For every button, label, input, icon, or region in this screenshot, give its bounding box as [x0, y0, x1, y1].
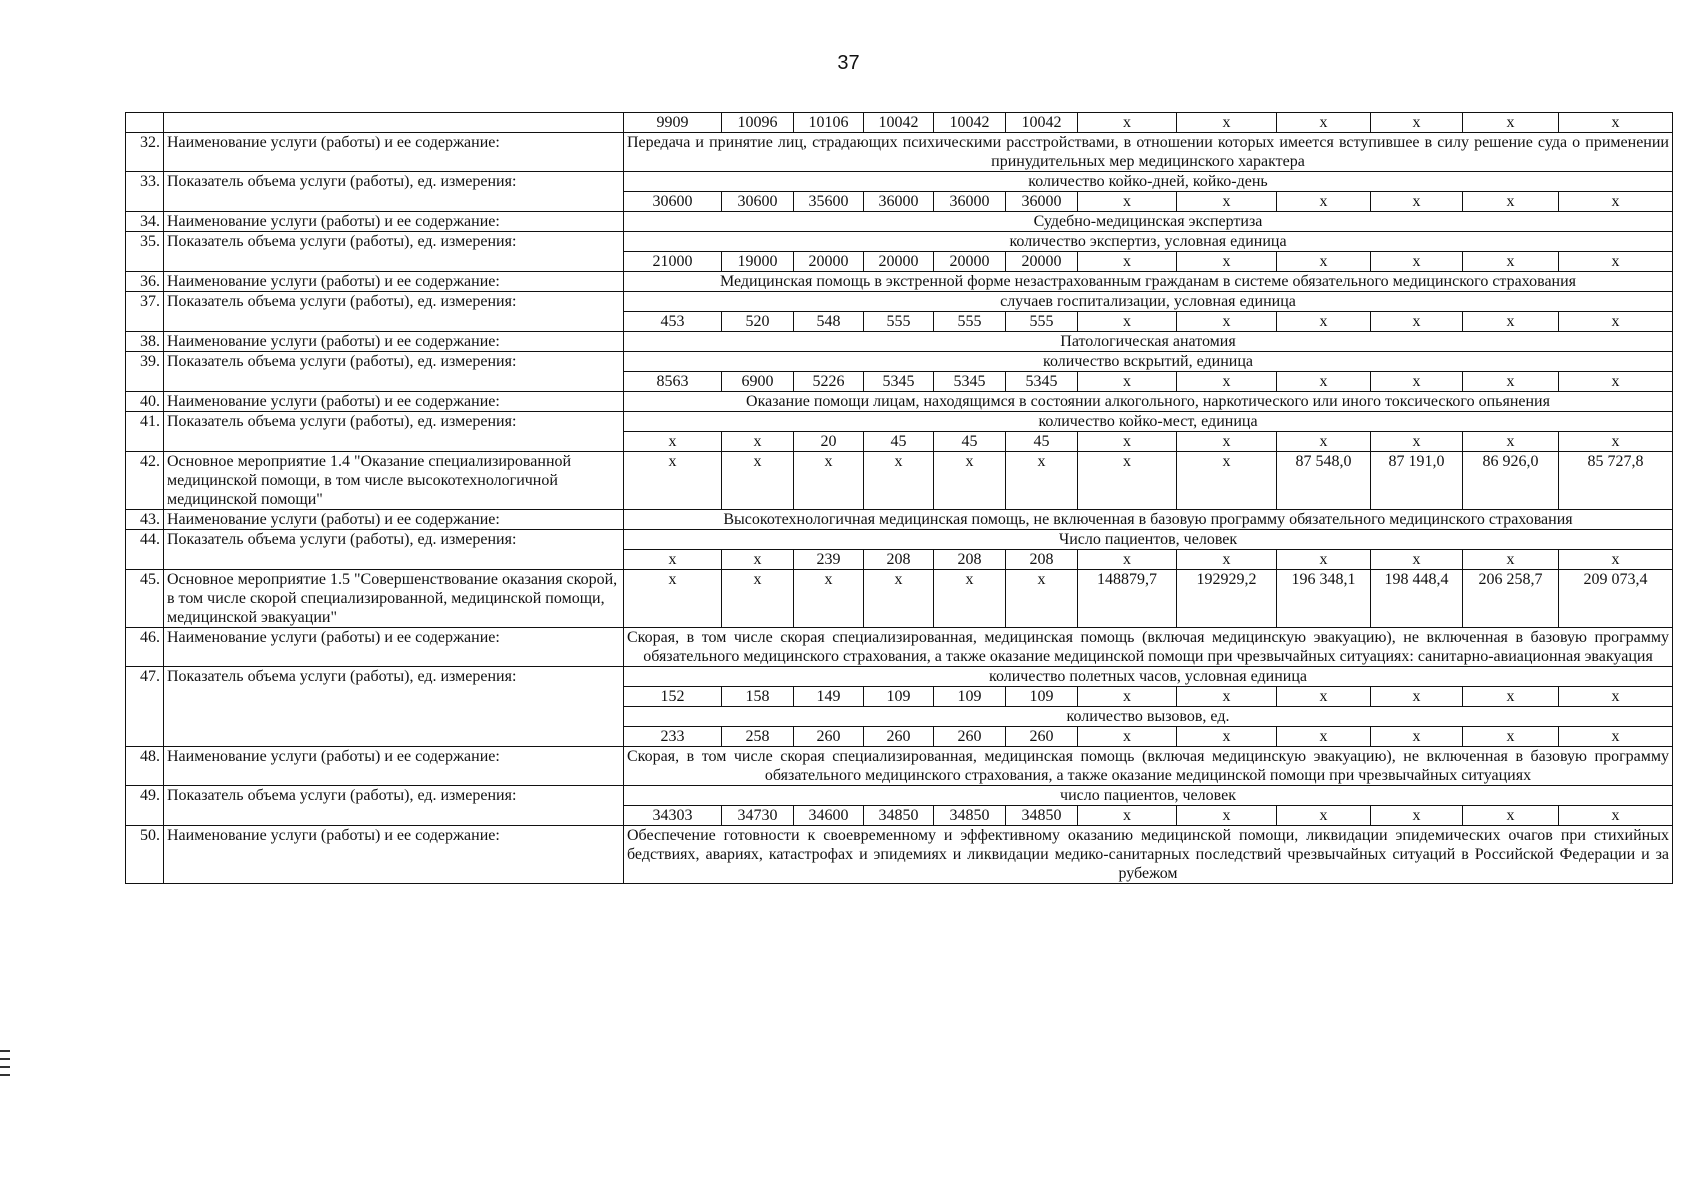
value-cell: 87 191,0: [1371, 452, 1463, 510]
value-cell: x: [1078, 372, 1177, 392]
value-cell: x: [1177, 550, 1277, 570]
unit-of-measure: число пациентов, человек: [624, 786, 1673, 806]
row-label: Наименование услуги (работы) и ее содержание:: [164, 332, 624, 352]
value-cell: x: [1559, 687, 1673, 707]
row-number: 45.: [126, 570, 164, 628]
value-cell: 152: [624, 687, 722, 707]
value-cell: 20000: [794, 252, 864, 272]
service-content: Медицинская помощь в экстренной форме незастрахованным гражданам в системе обязательного медицинского страхования: [624, 272, 1673, 292]
value-cell: x: [864, 452, 934, 510]
value-cell: x: [1078, 252, 1177, 272]
row-label: Показатель объема услуги (работы), ед. измерения:: [164, 232, 624, 272]
table-row: [126, 452, 1673, 510]
value-cell: x: [1078, 550, 1177, 570]
service-content: Скорая, в том числе скорая специализированная, медицинская помощь (включая медицинскую эвакуацию), не включенная в базовую программу обязательного медицинского страхования, а также оказание медицинской помощи при чрезвычайных ситуациях: санитарно-авиационная эвакуация: [624, 628, 1673, 667]
row-label: Показатель объема услуги (работы), ед. измерения:: [164, 352, 624, 392]
table-row: [126, 570, 1673, 628]
value-cell: x: [1371, 312, 1463, 332]
value-cell: x: [1277, 550, 1371, 570]
row-label: Наименование услуги (работы) и ее содержание:: [164, 133, 624, 172]
value-cell: x: [1277, 113, 1371, 133]
value-cell: x: [794, 570, 864, 628]
row-label: Наименование услуги (работы) и ее содержание:: [164, 628, 624, 667]
value-cell: 260: [864, 727, 934, 747]
unit-of-measure: количество вскрытий, единица: [624, 352, 1673, 372]
value-cell: 36000: [934, 192, 1006, 212]
value-cell: 260: [934, 727, 1006, 747]
row-number: 32.: [126, 133, 164, 172]
value-cell: x: [1371, 806, 1463, 826]
row-label: Показатель объема услуги (работы), ед. измерения:: [164, 292, 624, 332]
value-cell: x: [1177, 806, 1277, 826]
value-cell: 260: [1006, 727, 1078, 747]
value-cell: x: [1078, 687, 1177, 707]
value-cell: 10096: [722, 113, 794, 133]
value-cell: 34850: [934, 806, 1006, 826]
value-cell: 20000: [864, 252, 934, 272]
value-cell: 260: [794, 727, 864, 747]
row-label: Показатель объема услуги (работы), ед. измерения:: [164, 786, 624, 826]
row-number: 46.: [126, 628, 164, 667]
value-cell: 19000: [722, 252, 794, 272]
value-cell: 198 448,4: [1371, 570, 1463, 628]
table-row: [126, 392, 1673, 412]
value-cell: x: [794, 452, 864, 510]
program-table: [125, 112, 1673, 884]
value-cell: x: [1371, 432, 1463, 452]
row-number: 49.: [126, 786, 164, 826]
value-cell: x: [722, 432, 794, 452]
row-number: 42.: [126, 452, 164, 510]
value-cell: x: [624, 432, 722, 452]
value-cell: x: [1463, 550, 1559, 570]
unit-of-measure: количество полетных часов, условная единица: [624, 667, 1673, 687]
table-row: [126, 628, 1673, 667]
value-cell: 36000: [1006, 192, 1078, 212]
unit-of-measure: количество койко-дней, койко-день: [624, 172, 1673, 192]
table-row: [126, 667, 1673, 687]
row-label: Показатель объема услуги (работы), ед. измерения:: [164, 172, 624, 212]
value-cell: x: [1078, 192, 1177, 212]
value-cell: 109: [1006, 687, 1078, 707]
table-row: [126, 172, 1673, 192]
value-cell: x: [1277, 432, 1371, 452]
value-cell: x: [1463, 432, 1559, 452]
value-cell: 158: [722, 687, 794, 707]
row-number: 37.: [126, 292, 164, 332]
value-cell: 209 073,4: [1559, 570, 1673, 628]
unit-of-measure: количество вызовов, ед.: [624, 707, 1673, 727]
value-cell: 45: [1006, 432, 1078, 452]
unit-of-measure: Число пациентов, человек: [624, 530, 1673, 550]
row-number: 47.: [126, 667, 164, 747]
row-number: 36.: [126, 272, 164, 292]
value-cell: x: [624, 452, 722, 510]
table-row: [126, 826, 1673, 884]
value-cell: 34850: [864, 806, 934, 826]
value-cell: x: [1177, 113, 1277, 133]
value-cell: 208: [934, 550, 1006, 570]
value-cell: x: [1277, 687, 1371, 707]
value-cell: 148879,7: [1078, 570, 1177, 628]
value-cell: 10106: [794, 113, 864, 133]
value-cell: x: [722, 452, 794, 510]
row-number: 50.: [126, 826, 164, 884]
value-cell: x: [1006, 452, 1078, 510]
value-cell: 192929,2: [1177, 570, 1277, 628]
value-cell: x: [1277, 806, 1371, 826]
value-cell: x: [1559, 113, 1673, 133]
table-row: [126, 332, 1673, 352]
value-cell: 10042: [934, 113, 1006, 133]
row-label-cell: [164, 113, 624, 133]
value-cell: 109: [864, 687, 934, 707]
value-cell: 34600: [794, 806, 864, 826]
scan-edge-marks: [0, 1050, 12, 1082]
value-cell: x: [1177, 687, 1277, 707]
value-cell: x: [1559, 252, 1673, 272]
table-row: [126, 510, 1673, 530]
row-number: 39.: [126, 352, 164, 392]
value-cell: 21000: [624, 252, 722, 272]
value-cell: 20: [794, 432, 864, 452]
value-cell: 453: [624, 312, 722, 332]
value-cell: x: [1078, 113, 1177, 133]
value-cell: 86 926,0: [1463, 452, 1559, 510]
value-cell: x: [1177, 192, 1277, 212]
value-cell: x: [1078, 727, 1177, 747]
value-cell: x: [1177, 432, 1277, 452]
table-body: [126, 113, 1673, 884]
value-cell: x: [624, 570, 722, 628]
value-cell: 109: [934, 687, 1006, 707]
row-number: 35.: [126, 232, 164, 272]
table-row: [126, 272, 1673, 292]
value-cell: 45: [934, 432, 1006, 452]
value-cell: x: [1559, 372, 1673, 392]
row-number: 34.: [126, 212, 164, 232]
value-cell: 87 548,0: [1277, 452, 1371, 510]
row-label: Наименование услуги (работы) и ее содержание:: [164, 212, 624, 232]
value-cell: x: [722, 550, 794, 570]
page-number: 37: [837, 52, 860, 74]
value-cell: 30600: [624, 192, 722, 212]
value-cell: 520: [722, 312, 794, 332]
value-cell: x: [1277, 372, 1371, 392]
value-cell: 34850: [1006, 806, 1078, 826]
value-cell: x: [1371, 113, 1463, 133]
value-cell: 258: [722, 727, 794, 747]
value-cell: 85 727,8: [1559, 452, 1673, 510]
unit-of-measure: количество койко-мест, единица: [624, 412, 1673, 432]
value-cell: x: [934, 570, 1006, 628]
value-cell: 548: [794, 312, 864, 332]
value-cell: 36000: [864, 192, 934, 212]
value-cell: x: [722, 570, 794, 628]
service-content: Оказание помощи лицам, находящимся в состоянии алкогольного, наркотического или иного токсического опьянения: [624, 392, 1673, 412]
value-cell: x: [1177, 452, 1277, 510]
value-cell: 20000: [934, 252, 1006, 272]
table-row: [126, 292, 1673, 312]
value-cell: x: [1078, 806, 1177, 826]
value-cell: 10042: [864, 113, 934, 133]
value-cell: x: [1559, 432, 1673, 452]
value-cell: x: [1463, 113, 1559, 133]
value-cell: 5345: [864, 372, 934, 392]
value-cell: x: [864, 570, 934, 628]
value-cell: x: [1559, 806, 1673, 826]
row-label: Показатель объема услуги (работы), ед. измерения:: [164, 667, 624, 747]
service-content: Скорая, в том числе скорая специализированная, медицинская помощь (включая медицинскую эвакуацию), не включенная в базовую программу обязательного медицинского страхования, а также оказание медицинской помощи при чрезвычайных ситуациях: [624, 747, 1673, 786]
value-cell: 5345: [1006, 372, 1078, 392]
value-cell: x: [1559, 192, 1673, 212]
value-cell: 30600: [722, 192, 794, 212]
service-content: Судебно-медицинская экспертиза: [624, 212, 1673, 232]
value-cell: x: [1006, 570, 1078, 628]
row-label: Основное мероприятие 1.5 "Совершенствование оказания скорой, в том числе скорой специализированной, медицинской помощи, медицинской эвакуации": [164, 570, 624, 628]
table-row: [126, 133, 1673, 172]
value-cell: 10042: [1006, 113, 1078, 133]
value-cell: 555: [1006, 312, 1078, 332]
value-cell: 555: [934, 312, 1006, 332]
value-cell: 208: [1006, 550, 1078, 570]
value-cell: x: [1277, 312, 1371, 332]
value-cell: 233: [624, 727, 722, 747]
value-cell: 34730: [722, 806, 794, 826]
value-cell: 206 258,7: [1463, 570, 1559, 628]
row-label: Показатель объема услуги (работы), ед. измерения:: [164, 412, 624, 452]
row-number: 38.: [126, 332, 164, 352]
table-row: [126, 352, 1673, 372]
table-row: [126, 232, 1673, 252]
row-label: Наименование услуги (работы) и ее содержание:: [164, 747, 624, 786]
value-cell: x: [1371, 372, 1463, 392]
value-cell: x: [1463, 192, 1559, 212]
value-cell: x: [1177, 252, 1277, 272]
table-row: [126, 412, 1673, 432]
value-cell: x: [934, 452, 1006, 510]
value-cell: x: [1078, 312, 1177, 332]
value-cell: x: [1177, 727, 1277, 747]
value-cell: x: [1463, 252, 1559, 272]
value-cell: 5226: [794, 372, 864, 392]
value-cell: x: [1277, 727, 1371, 747]
value-cell: x: [1559, 727, 1673, 747]
row-number: 44.: [126, 530, 164, 570]
value-cell: 9909: [624, 113, 722, 133]
table-row: [126, 747, 1673, 786]
value-cell: x: [1463, 312, 1559, 332]
table-row: [126, 212, 1673, 232]
value-cell: 149: [794, 687, 864, 707]
value-cell: 20000: [1006, 252, 1078, 272]
value-cell: x: [1277, 252, 1371, 272]
value-cell: x: [1463, 727, 1559, 747]
table-row: [126, 113, 1673, 133]
table-row: [126, 786, 1673, 806]
row-number: 41.: [126, 412, 164, 452]
value-cell: x: [1078, 452, 1177, 510]
value-cell: 208: [864, 550, 934, 570]
value-cell: 35600: [794, 192, 864, 212]
value-cell: x: [1463, 687, 1559, 707]
row-number-cell: [126, 113, 164, 133]
row-label: Наименование услуги (работы) и ее содержание:: [164, 826, 624, 884]
value-cell: x: [1371, 550, 1463, 570]
value-cell: x: [1371, 252, 1463, 272]
row-number: 48.: [126, 747, 164, 786]
value-cell: x: [1177, 312, 1277, 332]
table-row: [126, 530, 1673, 550]
value-cell: x: [1177, 372, 1277, 392]
row-number: 40.: [126, 392, 164, 412]
row-label: Наименование услуги (работы) и ее содержание:: [164, 272, 624, 292]
row-number: 43.: [126, 510, 164, 530]
row-number: 33.: [126, 172, 164, 212]
row-label: Основное мероприятие 1.4 "Оказание специализированной медицинской помощи, в том числе высокотехнологичной медицинской помощи": [164, 452, 624, 510]
value-cell: 5345: [934, 372, 1006, 392]
value-cell: x: [1559, 312, 1673, 332]
value-cell: 555: [864, 312, 934, 332]
value-cell: 196 348,1: [1277, 570, 1371, 628]
value-cell: x: [624, 550, 722, 570]
value-cell: x: [1078, 432, 1177, 452]
value-cell: x: [1371, 192, 1463, 212]
row-label: Показатель объема услуги (работы), ед. измерения:: [164, 530, 624, 570]
value-cell: 8563: [624, 372, 722, 392]
row-label: Наименование услуги (работы) и ее содержание:: [164, 392, 624, 412]
service-content: Высокотехнологичная медицинская помощь, не включенная в базовую программу обязательного медицинского страхования: [624, 510, 1673, 530]
value-cell: x: [1463, 806, 1559, 826]
value-cell: 34303: [624, 806, 722, 826]
service-content: Обеспечение готовности к своевременному и эффективному оказанию медицинской помощи, ликвидации эпидемических очагов при стихийных бедствиях, авариях, катастрофах и эпидемиях и ликвидации медико-санитарных последствий чрезвычайных ситуаций в Российской Федерации и за рубежом: [624, 826, 1673, 884]
service-content: Передача и принятие лиц, страдающих психическими расстройствами, в отношении которых имеется вступившее в силу решение суда о применении принудительных мер медицинского характера: [624, 133, 1673, 172]
value-cell: 6900: [722, 372, 794, 392]
value-cell: x: [1371, 727, 1463, 747]
row-label: Наименование услуги (работы) и ее содержание:: [164, 510, 624, 530]
service-content: Патологическая анатомия: [624, 332, 1673, 352]
unit-of-measure: случаев госпитализации, условная единица: [624, 292, 1673, 312]
value-cell: x: [1463, 372, 1559, 392]
value-cell: x: [1559, 550, 1673, 570]
value-cell: x: [1371, 687, 1463, 707]
value-cell: x: [1277, 192, 1371, 212]
value-cell: 45: [864, 432, 934, 452]
unit-of-measure: количество экспертиз, условная единица: [624, 232, 1673, 252]
value-cell: 239: [794, 550, 864, 570]
